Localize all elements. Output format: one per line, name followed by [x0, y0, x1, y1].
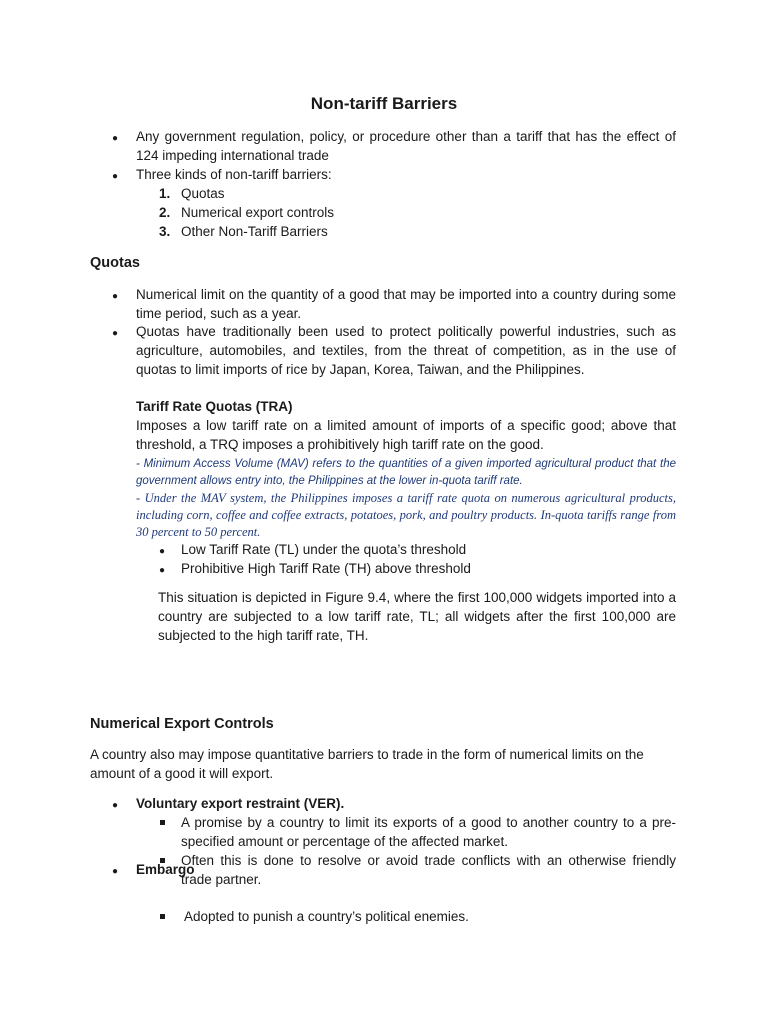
list-item: Numerical export controls [181, 205, 335, 220]
embargo-item: Adopted to punish a country’s political enemies. [184, 909, 469, 924]
quotas-bullet-1: Numerical limit on the quantity of a good that may be imported into a country during some time period, such as a year. [136, 287, 676, 321]
bullet-dot: ● [112, 800, 119, 811]
trq-heading: Tariff Rate Quotas (TRA) [136, 399, 293, 414]
square-bullet-icon [160, 914, 165, 919]
trq-philippines-note: - Under the MAV system, the Philippines imposes a tariff rate quota on numerous agricultural products, including corn, coffee and coffee extracts, potatoes, pork, and poultry products. In-quota tariffs range from 30 percent to 50 percent. [136, 491, 676, 539]
intro-bullet-2: Three kinds of non-tariff barriers: [136, 167, 332, 182]
bullet-dot: ● [112, 328, 119, 339]
intro-bullet-1: Any government regulation, policy, or procedure other than a tariff that has the effect of 124 impeding international trade [136, 129, 676, 163]
trq-situation: This situation is depicted in Figure 9.4, where the first 100,000 widgets imported into a country are subjected to a low tariff rate, TL; all widgets after the first 100,000 are subjected to the high tariff rate, TH. [158, 590, 676, 643]
section-heading-quotas: Quotas [90, 255, 140, 271]
trq-mav-note: - Minimum Access Volume (MAV) refers to the quantities of a given imported agricultural product that the government allows entry into, the Philippines at the lower in-quota tariff rate. [136, 458, 676, 487]
ver-label: Voluntary export restraint (VER). [136, 796, 345, 811]
ver-item: A promise by a country to limit its exports of a good to another country to a pre-specified amount or percentage of the affected market. [181, 815, 676, 849]
bullet-dot: ● [159, 565, 166, 576]
embargo-label: Embargo [136, 862, 195, 877]
quotas-bullet-2: Quotas have traditionally been used to protect politically powerful industries, such as agriculture, automobiles, and textiles, from the threat of competition, as in the use of quotas to limit imports of rice by Japan, Korea, Taiwan, and the Philippines. [136, 324, 676, 377]
list-number: 2. [159, 205, 171, 220]
bullet-dot: ● [112, 866, 119, 877]
bullet-dot: ● [112, 291, 119, 302]
list-item: Other Non-Tariff Barriers [181, 224, 328, 239]
bullet-dot: ● [159, 546, 166, 557]
list-item: Quotas [181, 186, 225, 201]
list-number: 1. [159, 186, 171, 201]
bullet-dot: ● [112, 171, 119, 182]
trq-sub-item: Prohibitive High Tariff Rate (TH) above threshold [181, 561, 471, 576]
page-title: Non-tariff Barriers [310, 94, 458, 113]
list-number: 3. [159, 224, 171, 239]
trq-body: Imposes a low tariff rate on a limited amount of imports of a specific good; above that threshold, a TRQ imposes a prohibitively high tariff rate on the good. [136, 418, 676, 452]
export-intro: A country also may impose quantitative barriers to trade in the form of numerical limits on the amount of a good it will export. [90, 747, 644, 781]
bullet-dot: ● [112, 133, 119, 144]
section-heading-export-controls: Numerical Export Controls [90, 716, 274, 732]
trq-sub-item: Low Tariff Rate (TL) under the quota’s threshold [181, 542, 467, 557]
ver-item: Often this is done to resolve or avoid trade conflicts with an otherwise friendly trade partner. [181, 853, 676, 887]
square-bullet-icon [160, 820, 165, 825]
